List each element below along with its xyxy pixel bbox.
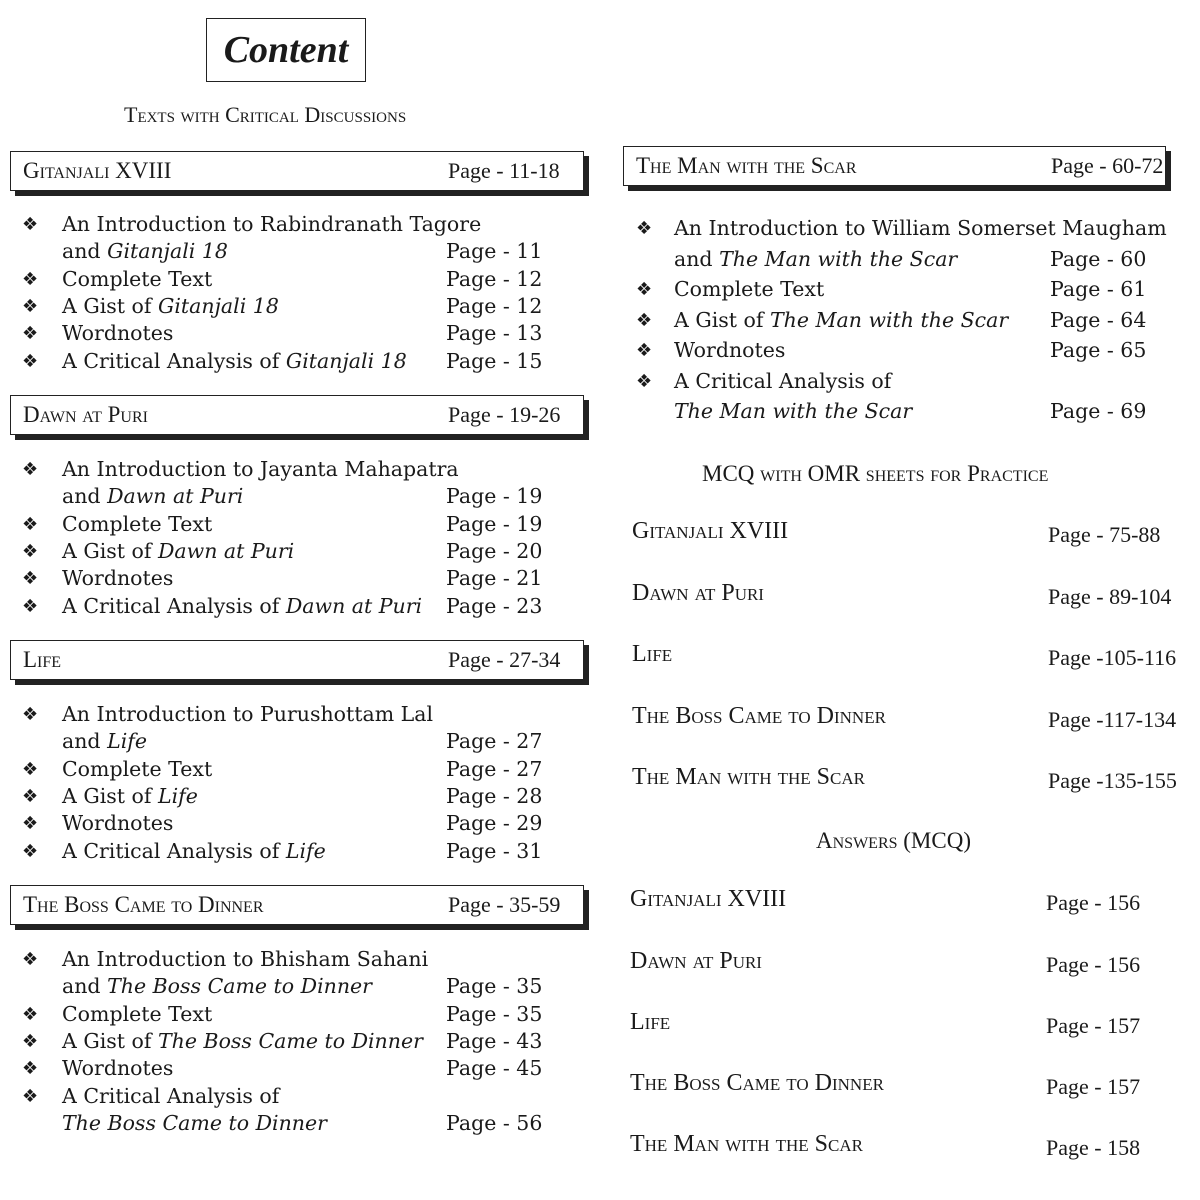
entry-text: and	[674, 246, 720, 271]
bullet-icon: ❖	[22, 949, 39, 970]
mcq-heading: MCQ with OMR sheets for Practice	[702, 461, 1049, 486]
entry-title-italic: Gitanjali 18	[285, 348, 407, 373]
entry-page: Page - 12	[446, 266, 543, 291]
entry-text: Complete Text	[62, 1001, 213, 1026]
section-header-box	[10, 640, 584, 680]
entry-text: Complete Text	[674, 277, 825, 301]
section-page-range: Page - 11-18	[448, 158, 560, 183]
entry-title-italic: Dawn at Puri	[157, 538, 295, 563]
toc-entry	[62, 1001, 212, 1028]
entry-title-italic: Life	[285, 838, 326, 863]
entry-page: Page - 15	[446, 348, 543, 373]
entry-text: and	[62, 484, 108, 509]
section-header-box	[623, 146, 1166, 186]
entry-text: A Gist of	[62, 538, 158, 563]
section-title: The Boss Came to Dinner	[23, 892, 264, 917]
bullet-icon: ❖	[22, 540, 39, 562]
entry-title-italic: The Boss Came to Dinner	[107, 974, 372, 999]
entry-text: An Introduction to Jayanta Mahapatra	[62, 457, 459, 481]
entry-title-italic: The Boss Came to Dinner	[62, 1110, 327, 1135]
bullet-icon: ❖	[22, 459, 39, 480]
entry-page: Page - 19	[446, 484, 543, 509]
mcq-row-label: The Boss Came to Dinner	[632, 703, 886, 729]
toc-entry	[674, 276, 824, 303]
mcq-row-label: The Man with the Scar	[632, 764, 865, 790]
entry-title-italic: Gitanjali 18	[157, 293, 279, 318]
entry-page: Page - 69	[1050, 399, 1147, 423]
bullet-icon: ❖	[22, 295, 39, 317]
entry-title-italic: Life	[157, 783, 198, 808]
entry-page: Page - 11	[446, 239, 543, 264]
bullet-icon: ❖	[22, 1003, 39, 1025]
mcq-row-label: Dawn at Puri	[632, 580, 764, 606]
bullet-icon: ❖	[22, 1058, 39, 1080]
entry-text: A Gist of	[62, 1028, 158, 1053]
entry-title-italic: The Man with the Scar	[769, 307, 1009, 332]
answer-row-label: Life	[630, 1009, 671, 1035]
left-heading: Texts with Critical Discussions	[124, 102, 407, 127]
bullet-icon: ❖	[636, 218, 653, 239]
entry-title-italic: Dawn at Puri	[107, 484, 244, 509]
section-page-range: Page - 35-59	[448, 892, 561, 917]
entry-page: Page - 21	[446, 566, 543, 591]
toc-entry	[674, 215, 1167, 242]
entry-text: A Gist of	[62, 293, 158, 318]
answer-row-page: Page - 156	[1046, 890, 1141, 915]
section-header-box	[10, 395, 584, 435]
toc-entry	[62, 211, 481, 238]
toc-entry	[62, 1055, 173, 1082]
entry-text: A Critical Analysis of	[62, 348, 286, 373]
bullet-icon: ❖	[22, 595, 39, 617]
entry-title-italic: The Boss Came to Dinner	[157, 1028, 423, 1053]
mcq-row-page: Page - 89-104	[1048, 584, 1172, 609]
section-page-range: Page - 27-34	[448, 647, 561, 672]
entry-text: Wordnotes	[62, 811, 174, 836]
bullet-icon: ❖	[636, 340, 653, 361]
toc-entry-continued	[62, 238, 228, 265]
section-header-box	[10, 151, 584, 191]
toc-entry	[62, 538, 294, 565]
entry-page: Page - 45	[446, 1056, 543, 1081]
section-title: The Man with the Scar	[636, 153, 857, 178]
entry-text: Wordnotes	[62, 1056, 174, 1081]
mcq-row-page: Page - 75-88	[1048, 522, 1161, 547]
toc-entry	[62, 565, 173, 592]
toc-entry	[62, 456, 459, 483]
toc-entry	[62, 348, 407, 375]
entry-text: and	[62, 729, 108, 754]
bullet-icon: ❖	[22, 568, 39, 590]
entry-text: A Gist of	[674, 307, 770, 332]
entry-text: Complete Text	[62, 756, 213, 781]
bullet-icon: ❖	[22, 513, 39, 535]
bullet-icon: ❖	[636, 309, 653, 331]
bullet-icon: ❖	[636, 279, 653, 300]
answer-row-label: Gitanjali XVIII	[630, 886, 787, 912]
entry-text: A Gist of	[62, 783, 158, 808]
entry-text: An Introduction to Bhisham Sahani	[62, 947, 429, 971]
section-title: Dawn at Puri	[23, 402, 148, 427]
entry-text: A Critical Analysis of	[62, 593, 286, 618]
entry-title-italic: The Man with the Scar	[719, 246, 958, 271]
entry-text: A Critical Analysis of	[674, 368, 892, 393]
mcq-row-page: Page -105-116	[1048, 645, 1177, 670]
bullet-icon: ❖	[22, 704, 39, 725]
toc-entry-continued	[62, 1110, 327, 1137]
bullet-icon: ❖	[22, 813, 39, 835]
entry-page: Page - 60	[1050, 246, 1147, 271]
mcq-row-label: Gitanjali XVIII	[632, 518, 789, 544]
answer-row-page: Page - 157	[1046, 1013, 1141, 1038]
entry-page: Page - 35	[446, 974, 543, 999]
entry-text: A Critical Analysis of	[62, 838, 286, 863]
toc-entry	[62, 946, 428, 973]
toc-entry	[674, 368, 891, 395]
toc-entry	[62, 266, 212, 293]
entry-text: and	[62, 239, 108, 264]
entry-text: A Critical Analysis of	[62, 1083, 280, 1108]
toc-entry-continued	[62, 973, 372, 1000]
entry-page: Page - 19	[446, 511, 543, 536]
answer-row-label: Dawn at Puri	[630, 948, 762, 974]
answer-row-label: The Boss Came to Dinner	[630, 1070, 884, 1096]
entry-page: Page - 31	[446, 838, 543, 863]
entry-page: Page - 64	[1050, 307, 1147, 332]
mcq-row-page: Page -117-134	[1048, 707, 1177, 732]
entry-text: Wordnotes	[62, 566, 174, 591]
section-title: Life	[23, 647, 62, 672]
bullet-icon: ❖	[22, 1085, 39, 1107]
answers-heading: Answers (MCQ)	[816, 828, 971, 853]
entry-page: Page - 27	[446, 756, 543, 781]
entry-page: Page - 27	[446, 729, 543, 754]
toc-entry	[62, 293, 279, 320]
answer-row-label: The Man with the Scar	[630, 1131, 863, 1157]
entry-page: Page - 56	[446, 1110, 543, 1135]
toc-entry	[62, 701, 433, 728]
toc-entry-continued	[62, 728, 147, 755]
toc-entry	[62, 1083, 279, 1110]
entry-page: Page - 61	[1050, 277, 1147, 301]
toc-entry	[62, 320, 173, 347]
bullet-icon: ❖	[22, 214, 39, 235]
bullet-icon: ❖	[22, 840, 39, 862]
toc-entry	[674, 337, 785, 364]
entry-page: Page - 20	[446, 538, 543, 563]
entry-page: Page - 43	[446, 1028, 543, 1053]
toc-entry-continued	[62, 483, 243, 510]
entry-page: Page - 28	[446, 783, 543, 808]
bullet-icon: ❖	[22, 758, 39, 780]
bullet-icon: ❖	[22, 268, 39, 290]
toc-entry-continued	[674, 398, 912, 425]
entry-page: Page - 23	[446, 593, 543, 618]
answer-row-page: Page - 157	[1046, 1074, 1141, 1099]
entry-title-italic: The Man with the Scar	[674, 399, 913, 423]
section-page-range: Page - 19-26	[448, 402, 561, 427]
section-title: Gitanjali XVIII	[23, 158, 172, 183]
toc-entry	[62, 810, 173, 837]
entry-text: Wordnotes	[62, 321, 174, 346]
bullet-icon: ❖	[22, 323, 39, 345]
entry-text: An Introduction to Purushottam Lal	[62, 702, 434, 726]
toc-entry-continued	[674, 246, 957, 273]
section-page-range: Page - 60-72	[1051, 153, 1164, 178]
toc-entry	[62, 783, 198, 810]
entry-title-italic: Life	[107, 729, 147, 754]
entry-text: An Introduction to William Somerset Maugham	[674, 216, 1167, 240]
entry-page: Page - 35	[446, 1001, 543, 1026]
toc-entry	[674, 307, 1008, 334]
page-title: Content	[223, 29, 349, 71]
section-header-box	[10, 885, 584, 925]
toc-entry	[62, 593, 422, 620]
toc-entry	[62, 511, 212, 538]
entry-text: and	[62, 974, 108, 999]
mcq-row-label: Life	[632, 641, 673, 667]
content-title-box	[206, 18, 366, 82]
entry-title-italic: Dawn at Puri	[285, 593, 423, 618]
bullet-icon: ❖	[22, 350, 39, 372]
entry-page: Page - 29	[446, 811, 543, 836]
entry-page: Page - 65	[1050, 338, 1147, 362]
entry-text: An Introduction to Rabindranath Tagore	[62, 212, 482, 236]
bullet-icon: ❖	[636, 370, 653, 392]
toc-entry	[62, 1028, 423, 1055]
mcq-row-page: Page -135-155	[1048, 768, 1177, 793]
toc-entry	[62, 756, 212, 783]
toc-entry	[62, 838, 326, 865]
entry-text: Complete Text	[62, 266, 213, 291]
bullet-icon: ❖	[22, 785, 39, 807]
answer-row-page: Page - 156	[1046, 952, 1141, 977]
answer-row-page: Page - 158	[1046, 1135, 1141, 1160]
entry-text: Complete Text	[62, 511, 213, 536]
bullet-icon: ❖	[22, 1030, 39, 1052]
entry-title-italic: Gitanjali 18	[107, 239, 228, 264]
entry-page: Page - 12	[446, 293, 543, 318]
entry-page: Page - 13	[446, 321, 543, 346]
entry-text: Wordnotes	[674, 338, 786, 362]
